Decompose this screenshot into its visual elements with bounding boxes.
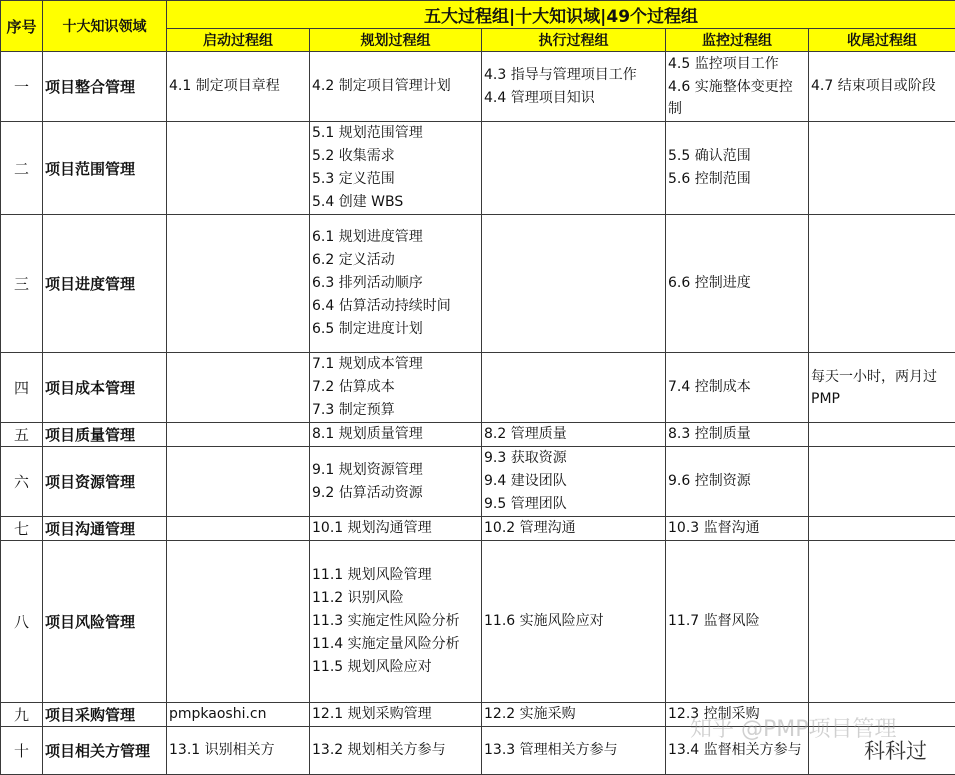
process-item: 7.4 控制成本 xyxy=(668,376,806,399)
process-item: 4.3 指导与管理项目工作 xyxy=(484,64,663,87)
process-cell xyxy=(167,423,310,447)
process-cell xyxy=(167,541,310,703)
process-item: 4.6 实施整体变更控制 xyxy=(668,76,806,120)
header-group-initiating: 启动过程组 xyxy=(167,29,310,52)
process-cell xyxy=(482,541,666,703)
process-cell xyxy=(666,52,809,122)
process-item: 4.1 制定项目章程 xyxy=(169,75,307,98)
process-cell xyxy=(666,541,809,703)
process-item: 13.1 识别相关方 xyxy=(169,739,307,762)
process-cell xyxy=(167,122,310,215)
row-seq: 二 xyxy=(1,122,43,215)
process-cell xyxy=(310,52,482,122)
process-cell xyxy=(167,727,310,775)
process-item: 6.2 定义活动 xyxy=(312,249,479,272)
table-row xyxy=(1,215,955,353)
process-item: 5.4 创建 WBS xyxy=(312,191,479,214)
process-cell xyxy=(809,517,955,541)
process-cell xyxy=(482,423,666,447)
process-cell xyxy=(167,703,310,727)
process-item: 7.3 制定预算 xyxy=(312,399,479,422)
process-item: 4.5 监控项目工作 xyxy=(668,53,806,76)
row-seq: 八 xyxy=(1,541,43,703)
process-cell xyxy=(167,447,310,517)
process-cell xyxy=(482,353,666,423)
row-knowledge-area: 项目范围管理 xyxy=(43,122,167,215)
process-cell xyxy=(666,447,809,517)
process-item: 8.1 规划质量管理 xyxy=(312,423,479,446)
process-cell xyxy=(809,52,955,122)
process-cell xyxy=(666,122,809,215)
process-item: 8.2 管理质量 xyxy=(484,423,663,446)
process-item: 9.1 规划资源管理 xyxy=(312,459,479,482)
row-seq: 三 xyxy=(1,215,43,353)
process-item: 12.3 控制采购 xyxy=(668,703,806,726)
process-item: 11.7 监督风险 xyxy=(668,610,806,633)
process-cell xyxy=(666,423,809,447)
row-knowledge-area: 项目采购管理 xyxy=(43,703,167,727)
row-knowledge-area: 项目质量管理 xyxy=(43,423,167,447)
process-item: pmpkaoshi.cn xyxy=(169,703,307,726)
row-seq: 七 xyxy=(1,517,43,541)
process-item: 10.2 管理沟通 xyxy=(484,517,663,540)
process-item: 9.4 建设团队 xyxy=(484,470,663,493)
process-item: 5.1 规划范围管理 xyxy=(312,122,479,145)
row-seq: 六 xyxy=(1,447,43,517)
process-item: 11.5 规划风险应对 xyxy=(312,656,479,679)
process-cell xyxy=(809,353,955,423)
process-cell xyxy=(666,517,809,541)
header-group-planning: 规划过程组 xyxy=(310,29,482,52)
process-item: 6.3 排列活动顺序 xyxy=(312,272,479,295)
process-item: 7.2 估算成本 xyxy=(312,376,479,399)
process-item: 4.4 管理项目知识 xyxy=(484,87,663,110)
process-cell xyxy=(482,703,666,727)
process-cell xyxy=(809,423,955,447)
process-cell xyxy=(666,215,809,353)
table-row xyxy=(1,517,955,541)
process-item: 11.2 识别风险 xyxy=(312,587,479,610)
process-item: 每天一小时，两月过PMP xyxy=(811,366,953,410)
process-item: 5.6 控制范围 xyxy=(668,168,806,191)
process-item: 4.7 结束项目或阶段 xyxy=(811,75,953,98)
process-item: 13.2 规划相关方参与 xyxy=(312,739,479,762)
process-item: 12.2 实施采购 xyxy=(484,703,663,726)
watermark-author: 科科过 xyxy=(864,735,927,765)
process-item: 8.3 控制质量 xyxy=(668,423,806,446)
process-cell xyxy=(310,423,482,447)
row-knowledge-area: 项目风险管理 xyxy=(43,541,167,703)
row-seq: 一 xyxy=(1,52,43,122)
header-group-closing: 收尾过程组 xyxy=(809,29,955,52)
process-cell xyxy=(310,447,482,517)
process-item: 6.4 估算活动持续时间 xyxy=(312,295,479,318)
table-row xyxy=(1,447,955,517)
process-item: 13.3 管理相关方参与 xyxy=(484,739,663,762)
process-item: 11.6 实施风险应对 xyxy=(484,610,663,633)
process-cell xyxy=(167,215,310,353)
row-knowledge-area: 项目资源管理 xyxy=(43,447,167,517)
process-item: 6.6 控制进度 xyxy=(668,272,806,295)
row-knowledge-area: 项目进度管理 xyxy=(43,215,167,353)
table-row xyxy=(1,122,955,215)
table-row xyxy=(1,423,955,447)
process-item: 10.1 规划沟通管理 xyxy=(312,517,479,540)
process-item: 5.3 定义范围 xyxy=(312,168,479,191)
process-cell xyxy=(310,727,482,775)
header-group-executing: 执行过程组 xyxy=(482,29,666,52)
process-cell xyxy=(167,517,310,541)
process-item: 4.2 制定项目管理计划 xyxy=(312,75,479,98)
process-cell xyxy=(310,541,482,703)
header-seq: 序号 xyxy=(1,1,43,52)
row-seq: 十 xyxy=(1,727,43,775)
process-cell xyxy=(666,353,809,423)
row-seq: 九 xyxy=(1,703,43,727)
process-item: 11.1 规划风险管理 xyxy=(312,564,479,587)
row-knowledge-area: 项目沟通管理 xyxy=(43,517,167,541)
process-item: 11.3 实施定性风险分析 xyxy=(312,610,479,633)
process-item: 7.1 规划成本管理 xyxy=(312,353,479,376)
header-group-monitoring: 监控过程组 xyxy=(666,29,809,52)
process-cell xyxy=(482,727,666,775)
process-item: 6.5 制定进度计划 xyxy=(312,318,479,341)
process-cell xyxy=(482,122,666,215)
row-knowledge-area: 项目成本管理 xyxy=(43,353,167,423)
row-seq: 五 xyxy=(1,423,43,447)
process-item: 9.3 获取资源 xyxy=(484,447,663,470)
process-item: 9.2 估算活动资源 xyxy=(312,482,479,505)
process-cell xyxy=(482,517,666,541)
process-cell xyxy=(310,517,482,541)
process-cell xyxy=(167,353,310,423)
process-item: 13.4 监督相关方参与 xyxy=(668,739,806,762)
process-cell xyxy=(809,122,955,215)
process-item: 9.6 控制资源 xyxy=(668,470,806,493)
watermark-site: 知乎 @PMP项目管理 xyxy=(690,712,897,743)
process-item: 9.5 管理团队 xyxy=(484,493,663,516)
process-cell xyxy=(310,703,482,727)
table-row xyxy=(1,541,955,703)
process-item: 5.5 确认范围 xyxy=(668,145,806,168)
process-cell xyxy=(809,541,955,703)
process-item: 11.4 实施定量风险分析 xyxy=(312,633,479,656)
process-cell xyxy=(310,353,482,423)
process-item: 6.1 规划进度管理 xyxy=(312,226,479,249)
process-cell xyxy=(482,52,666,122)
row-knowledge-area: 项目相关方管理 xyxy=(43,727,167,775)
process-cell xyxy=(809,215,955,353)
process-cell xyxy=(310,215,482,353)
table-row xyxy=(1,353,955,423)
table-row xyxy=(1,52,955,122)
header-title: 五大过程组|十大知识域|49个过程组 xyxy=(167,1,955,29)
process-item: 5.2 收集需求 xyxy=(312,145,479,168)
process-item: 12.1 规划采购管理 xyxy=(312,703,479,726)
process-cell xyxy=(482,447,666,517)
process-cell xyxy=(167,52,310,122)
header-knowledge-area: 十大知识领域 xyxy=(43,1,167,52)
process-cell xyxy=(482,215,666,353)
row-knowledge-area: 项目整合管理 xyxy=(43,52,167,122)
process-cell xyxy=(809,447,955,517)
row-seq: 四 xyxy=(1,353,43,423)
process-item: 10.3 监督沟通 xyxy=(668,517,806,540)
process-cell xyxy=(310,122,482,215)
